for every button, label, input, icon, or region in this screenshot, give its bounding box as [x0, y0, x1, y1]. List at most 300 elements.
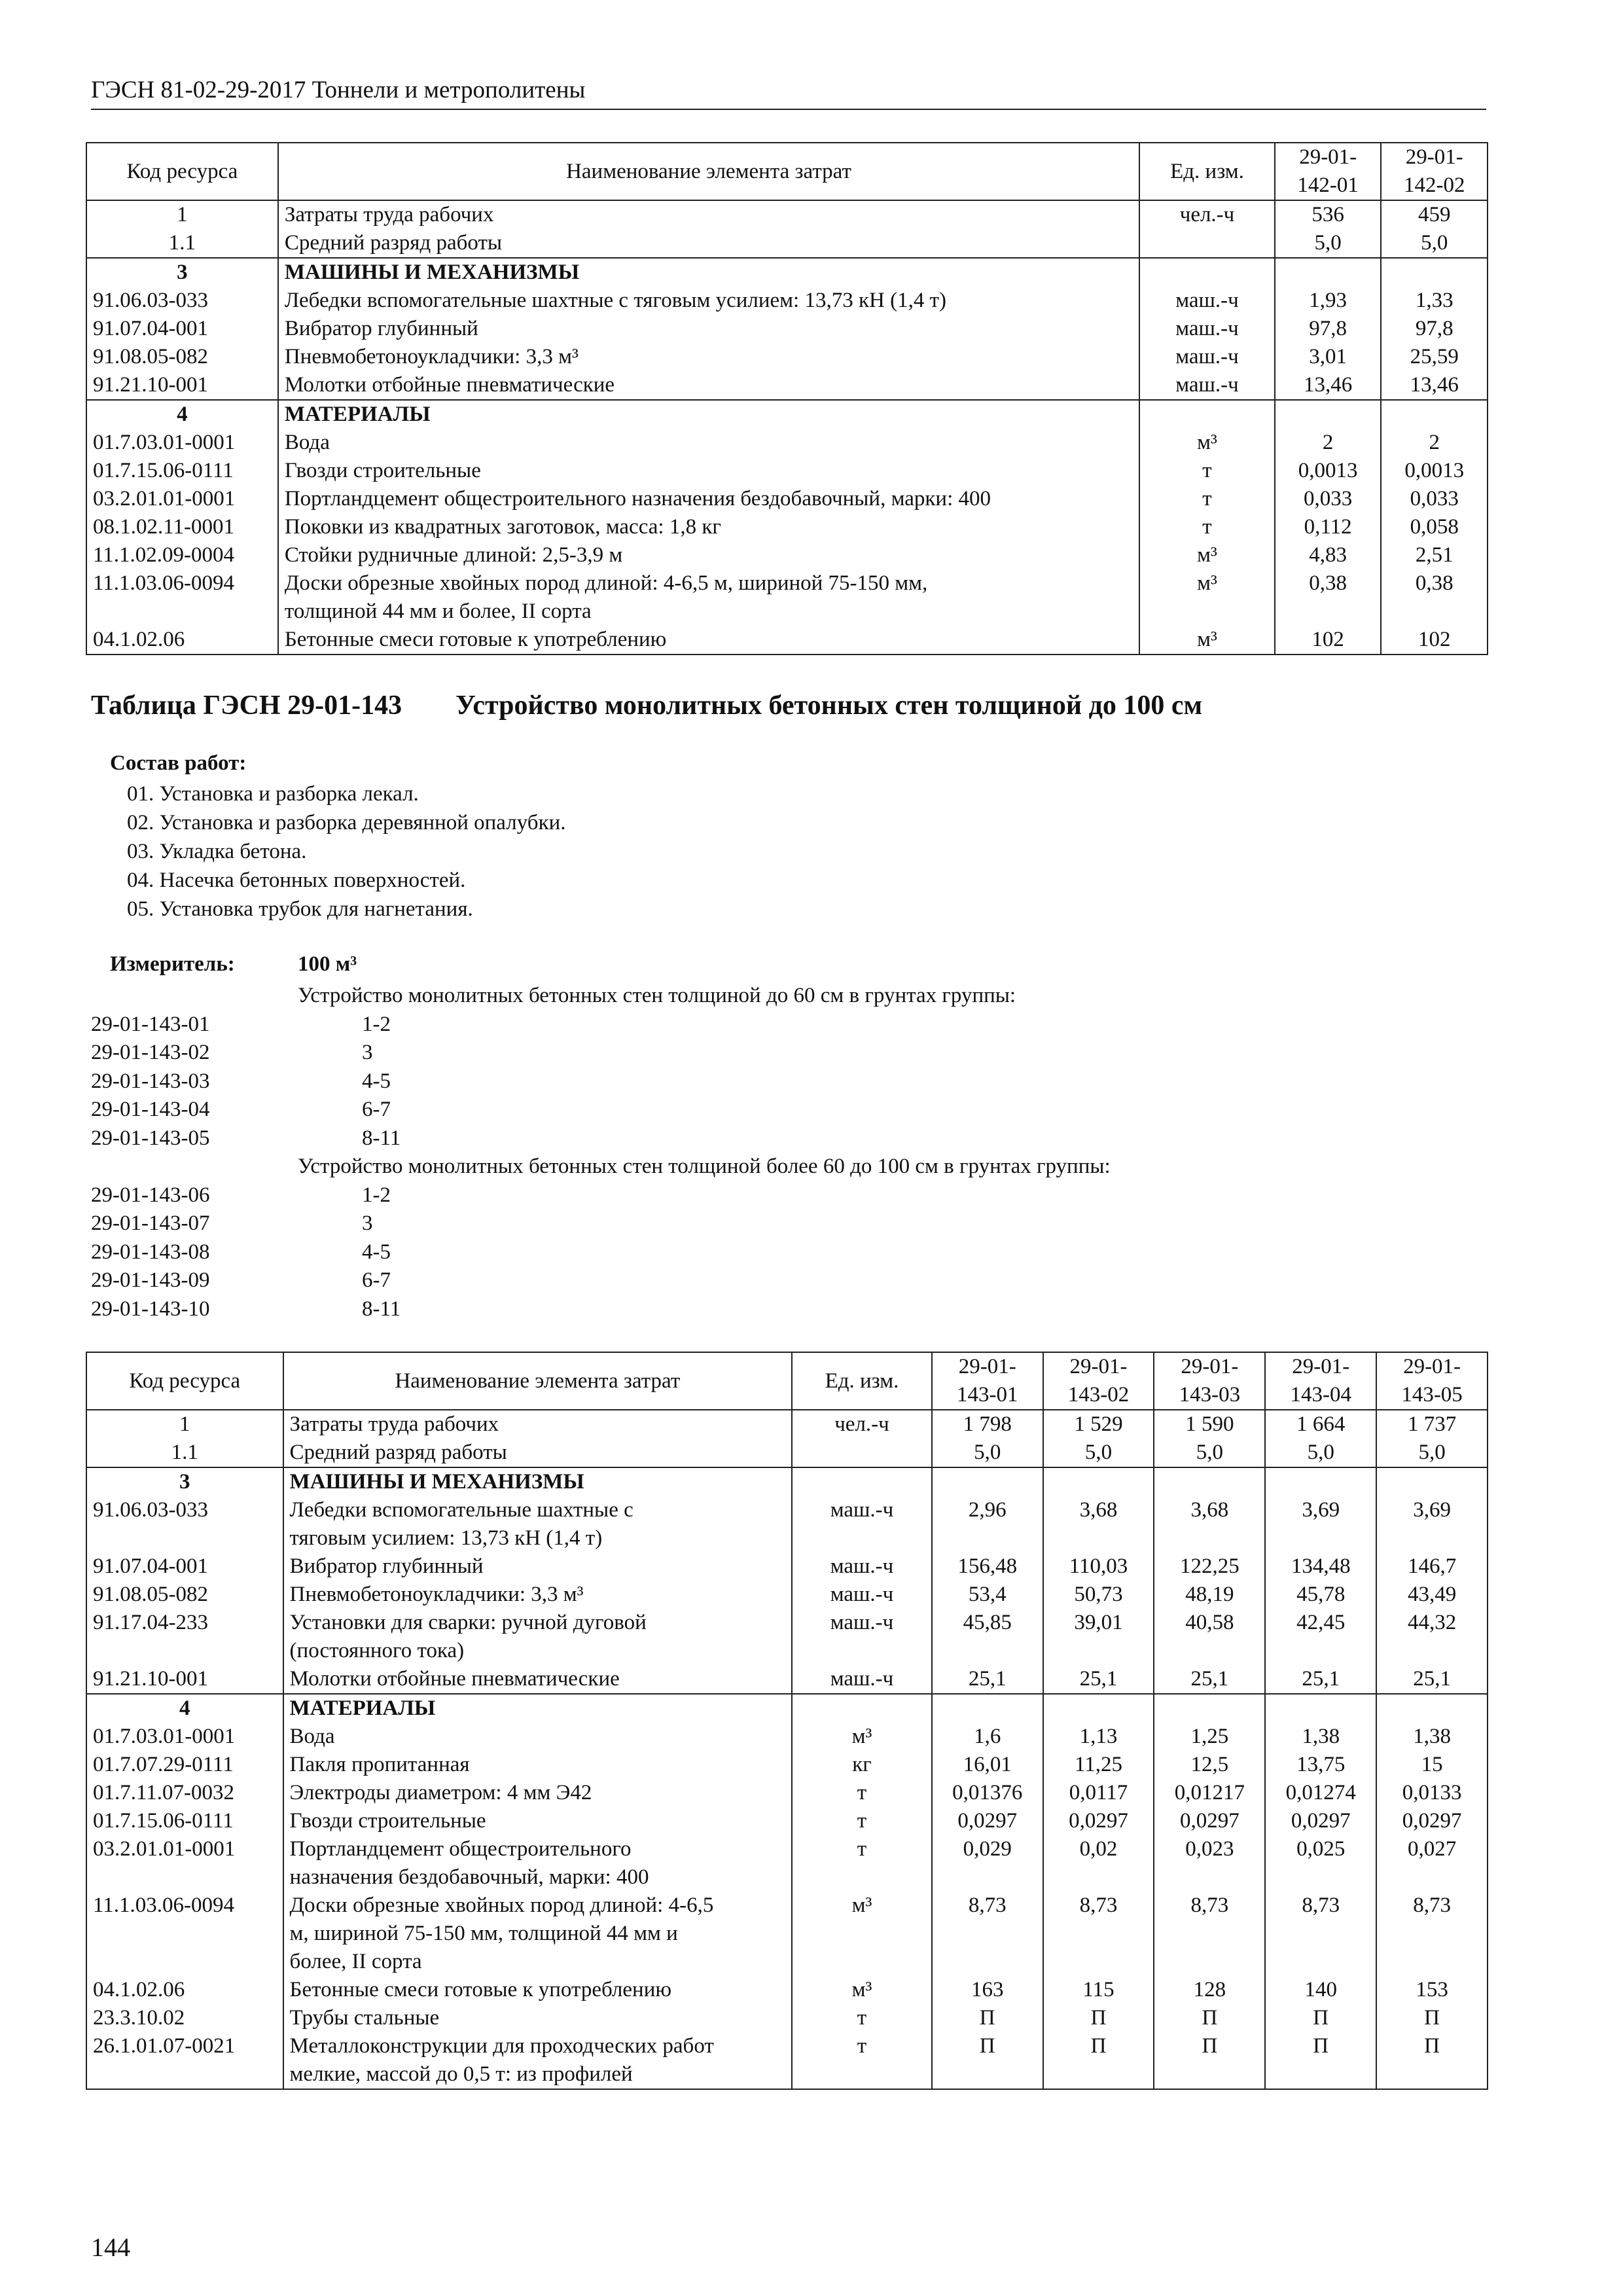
value-cell: 128: [1154, 1976, 1265, 2004]
value-cell: 25,1: [932, 1665, 1043, 1694]
value-cell: 0,027: [1376, 1835, 1488, 1892]
work-item: 04. Насечка бетонных поверхностей.: [127, 869, 466, 892]
unit-cell: т: [1139, 485, 1275, 513]
value-cell: [1376, 1467, 1488, 1496]
resource-name-cell: Доски обрезные хвойных пород длиной: 4-6,5 м, шириной 75-150 мм, толщиной 44 мм и более, II сорта: [283, 1892, 793, 1976]
column-header: 29-01- 142-01: [1275, 143, 1382, 200]
table-name: Устройство монолитных бетонных стен толщиной до 100 см: [455, 691, 1203, 721]
value-cell: 102: [1275, 626, 1382, 655]
value-cell: 42,45: [1265, 1609, 1376, 1665]
unit-cell: т: [792, 1779, 932, 1807]
resource-name-cell: Поковки из квадратных заготовок, масса: 1,8 кг: [278, 513, 1139, 541]
column-header: 29-01- 143-03: [1154, 1352, 1265, 1410]
value-cell: П: [1265, 2032, 1376, 2089]
unit-cell: кг: [792, 1751, 932, 1779]
table-row: [86, 1807, 1488, 1835]
resource-name-cell: Вибратор глубинный: [278, 315, 1139, 343]
value-cell: 0,023: [1154, 1835, 1265, 1892]
value-cell: П: [1043, 2004, 1154, 2032]
resource-name-cell: Доски обрезные хвойных пород длиной: 4-6,5 м, шириной 75-150 мм, толщиной 44 мм и более, II сорта: [278, 569, 1139, 626]
resource-code-cell: 11.1.03.06-0094: [86, 569, 278, 626]
unit-cell: маш.-ч: [1139, 287, 1275, 315]
value-cell: 25,1: [1265, 1665, 1376, 1694]
resource-table-143: [86, 1352, 1488, 2090]
meter-item: [91, 1238, 1465, 1267]
running-header: ГЭСН 81-02-29-2017 Тоннели и метрополитены: [91, 76, 1486, 110]
resource-name-cell: МАШИНЫ И МЕХАНИЗМЫ: [278, 258, 1139, 287]
value-cell: [1043, 1694, 1154, 1723]
value-cell: 0,0297: [1154, 1807, 1265, 1835]
table-row: [86, 1496, 1488, 1552]
table-row: [86, 1835, 1488, 1892]
unit-cell: м³: [1139, 541, 1275, 569]
table-row: [86, 1581, 1488, 1609]
table-row: [86, 2032, 1488, 2089]
value-cell: 0,033: [1275, 485, 1382, 513]
resource-code-cell: 01.7.07.29-0111: [86, 1751, 283, 1779]
row-group: [86, 400, 1488, 655]
table-row: [86, 287, 1488, 315]
table-row: [86, 513, 1488, 541]
resource-name-cell: Лебедки вспомогательные шахтные с тяговым усилием: 13,73 кН (1,4 т): [278, 287, 1139, 315]
table-row: [86, 1892, 1488, 1976]
value-cell: 16,01: [932, 1751, 1043, 1779]
meter-item-value: 1-2: [362, 1183, 391, 1207]
unit-cell: т: [792, 2004, 932, 2032]
unit-cell: маш.-ч: [1139, 371, 1275, 400]
value-cell: 0,01217: [1154, 1779, 1265, 1807]
value-cell: 43,49: [1376, 1581, 1488, 1609]
value-cell: [932, 1694, 1043, 1723]
table-row: [86, 1665, 1488, 1694]
unit-cell: [1139, 229, 1275, 258]
resource-name-cell: Пневмобетоноукладчики: 3,3 м³: [283, 1581, 793, 1609]
resource-code-cell: 91.17.04-233: [86, 1609, 283, 1665]
resource-name-cell: Пневмобетоноукладчики: 3,3 м³: [278, 343, 1139, 371]
value-cell: 0,0133: [1376, 1779, 1488, 1807]
value-cell: [932, 1467, 1043, 1496]
meter-item-code: 29-01-143-05: [91, 1126, 210, 1150]
resource-name-cell: Портландцемент общестроительного назначения бездобавочный, марки: 400: [278, 485, 1139, 513]
table-row: [86, 258, 1488, 287]
value-cell: 1 737: [1376, 1410, 1488, 1439]
column-header: Код ресурса: [86, 1352, 283, 1410]
value-cell: 0,0297: [1376, 1807, 1488, 1835]
resource-code-cell: 91.08.05-082: [86, 343, 278, 371]
unit-cell: м³: [792, 1723, 932, 1751]
unit-cell: т: [792, 1835, 932, 1892]
column-header: 29-01- 143-04: [1265, 1352, 1376, 1410]
resource-name-cell: Затраты труда рабочих: [278, 200, 1139, 229]
header-row: [86, 143, 1488, 200]
value-cell: [1265, 1467, 1376, 1496]
resource-code-cell: 01.7.03.01-0001: [86, 1723, 283, 1751]
value-cell: 8,73: [1265, 1892, 1376, 1976]
meter-item: [91, 1210, 1465, 1238]
meter-value: 100 м³: [298, 952, 357, 976]
meter-item-code: 29-01-143-07: [91, 1211, 210, 1235]
resource-name-cell: Пакля пропитанная: [283, 1751, 793, 1779]
value-cell: 1,6: [932, 1723, 1043, 1751]
unit-cell: маш.-ч: [792, 1665, 932, 1694]
table-row: [86, 229, 1488, 258]
table-row: [86, 1976, 1488, 2004]
unit-cell: чел.-ч: [792, 1410, 932, 1439]
value-cell: 8,73: [932, 1892, 1043, 1976]
value-cell: 140: [1265, 1976, 1376, 2004]
resource-name-cell: Стойки рудничные длиной: 2,5-3,9 м: [278, 541, 1139, 569]
resource-name-cell: Вода: [278, 429, 1139, 457]
value-cell: 50,73: [1043, 1581, 1154, 1609]
resource-code-cell: 91.21.10-001: [86, 371, 278, 400]
resource-table-142: [86, 142, 1488, 655]
resource-code-cell: 03.2.01.01-0001: [86, 1835, 283, 1892]
resource-name-cell: МАШИНЫ И МЕХАНИЗМЫ: [283, 1467, 793, 1496]
table-row: [86, 1410, 1488, 1439]
value-cell: 45,85: [932, 1609, 1043, 1665]
value-cell: 15: [1376, 1751, 1488, 1779]
value-cell: 459: [1381, 200, 1488, 229]
row-group: [86, 1694, 1488, 2089]
table-number: Таблица ГЭСН 29-01-143: [91, 691, 402, 721]
value-cell: 45,78: [1265, 1581, 1376, 1609]
table-row: [86, 400, 1488, 429]
value-cell: 1 664: [1265, 1410, 1376, 1439]
table-row: [86, 541, 1488, 569]
value-cell: 0,025: [1265, 1835, 1376, 1892]
resource-code-cell: 1: [86, 1410, 283, 1439]
value-cell: 134,48: [1265, 1552, 1376, 1581]
work-item: 02. Установка и разборка деревянной опалубки.: [127, 811, 566, 834]
unit-cell: т: [1139, 457, 1275, 485]
meter-item: [91, 1067, 1465, 1096]
value-cell: 8,73: [1376, 1892, 1488, 1976]
meter-item-value: 6-7: [362, 1268, 391, 1292]
table-row: [86, 1439, 1488, 1467]
value-cell: [1265, 1694, 1376, 1723]
resource-code-cell: 91.07.04-001: [86, 1552, 283, 1581]
column-header: Ед. изм.: [1139, 143, 1275, 200]
value-cell: 1,93: [1275, 287, 1382, 315]
unit-cell: т: [792, 1807, 932, 1835]
meter-item-code: 29-01-143-10: [91, 1297, 210, 1321]
meter-item: [91, 1181, 1465, 1210]
resource-code-cell: 01.7.03.01-0001: [86, 429, 278, 457]
unit-cell: т: [792, 2032, 932, 2089]
resource-name-cell: Бетонные смеси готовые к употреблению: [283, 1976, 793, 2004]
column-header: 29-01- 142-02: [1381, 143, 1488, 200]
value-cell: 5,0: [932, 1439, 1043, 1467]
value-cell: 3,01: [1275, 343, 1382, 371]
meter-item-value: 4-5: [362, 1069, 391, 1093]
meter-item: [91, 1096, 1465, 1124]
value-cell: 3,69: [1265, 1496, 1376, 1552]
unit-cell: [792, 1439, 932, 1467]
resource-code-cell: 1.1: [86, 1439, 283, 1467]
meter-group-heading: Устройство монолитных бетонных стен толщиной более 60 до 100 см в грунтах группы:: [298, 1155, 1111, 1178]
value-cell: 0,0297: [1043, 1807, 1154, 1835]
column-header: Код ресурса: [86, 143, 278, 200]
work-item: 01. Установка и разборка лекал.: [127, 782, 419, 806]
meter-item-code: 29-01-143-06: [91, 1183, 210, 1207]
table-row: [86, 485, 1488, 513]
resource-name-cell: Гвозди строительные: [283, 1807, 793, 1835]
value-cell: П: [1043, 2032, 1154, 2089]
value-cell: [1043, 1467, 1154, 1496]
value-cell: 0,0013: [1381, 457, 1488, 485]
value-cell: 1,33: [1381, 287, 1488, 315]
unit-cell: м³: [792, 1892, 932, 1976]
resource-name-cell: Трубы стальные: [283, 2004, 793, 2032]
resource-name-cell: Молотки отбойные пневматические: [278, 371, 1139, 400]
resource-code-cell: 08.1.02.11-0001: [86, 513, 278, 541]
value-cell: 3,68: [1043, 1496, 1154, 1552]
value-cell: [1376, 1694, 1488, 1723]
meter-item: [91, 1011, 1465, 1039]
value-cell: 13,46: [1381, 371, 1488, 400]
value-cell: 1 798: [932, 1410, 1043, 1439]
resource-name-cell: Средний разряд работы: [283, 1439, 793, 1467]
resource-code-cell: 11.1.03.06-0094: [86, 1892, 283, 1976]
value-cell: 0,38: [1381, 569, 1488, 626]
value-cell: 0,0297: [932, 1807, 1043, 1835]
unit-cell: т: [1139, 513, 1275, 541]
meter-item-value: 6-7: [362, 1098, 391, 1121]
resource-name-cell: Гвозди строительные: [278, 457, 1139, 485]
value-cell: 25,1: [1043, 1665, 1154, 1694]
resource-name-cell: Вибратор глубинный: [283, 1552, 793, 1581]
unit-cell: маш.-ч: [792, 1581, 932, 1609]
value-cell: 146,7: [1376, 1552, 1488, 1581]
unit-cell: маш.-ч: [1139, 343, 1275, 371]
value-cell: 5,0: [1275, 229, 1382, 258]
resource-name-cell: Лебедки вспомогательные шахтные с тяговым усилием: 13,73 кН (1,4 т): [283, 1496, 793, 1552]
meter-list: [91, 982, 1465, 1323]
unit-cell: м³: [792, 1976, 932, 2004]
unit-cell: [1139, 400, 1275, 429]
resource-name-cell: МАТЕРИАЛЫ: [278, 400, 1139, 429]
value-cell: 0,0013: [1275, 457, 1382, 485]
value-cell: П: [1376, 2004, 1488, 2032]
value-cell: 2: [1381, 429, 1488, 457]
value-cell: 1 590: [1154, 1410, 1265, 1439]
resource-code-cell: 91.06.03-033: [86, 1496, 283, 1552]
value-cell: 1,38: [1376, 1723, 1488, 1751]
meter-item-value: 8-11: [362, 1126, 401, 1150]
unit-cell: [1139, 258, 1275, 287]
table-row: [86, 429, 1488, 457]
value-cell: 5,0: [1376, 1439, 1488, 1467]
resource-code-cell: 1.1: [86, 229, 278, 258]
value-cell: [1381, 400, 1488, 429]
column-header: 29-01- 143-05: [1376, 1352, 1488, 1410]
resource-code-cell: 03.2.01.01-0001: [86, 485, 278, 513]
value-cell: 1 529: [1043, 1410, 1154, 1439]
value-cell: 3,68: [1154, 1496, 1265, 1552]
table-row: [86, 1779, 1488, 1807]
table-row: [86, 1694, 1488, 1723]
meter-item-code: 29-01-143-03: [91, 1069, 210, 1093]
resource-code-cell: 01.7.15.06-0111: [86, 457, 278, 485]
row-group: [86, 200, 1488, 258]
value-cell: 102: [1381, 626, 1488, 655]
value-cell: 0,0297: [1265, 1807, 1376, 1835]
meter-item-value: 3: [362, 1041, 373, 1064]
value-cell: 97,8: [1381, 315, 1488, 343]
work-item: 05. Установка трубок для нагнетания.: [127, 897, 473, 921]
value-cell: 25,59: [1381, 343, 1488, 371]
value-cell: 48,19: [1154, 1581, 1265, 1609]
value-cell: 39,01: [1043, 1609, 1154, 1665]
resource-code-cell: 04.1.02.06: [86, 626, 278, 655]
value-cell: 5,0: [1043, 1439, 1154, 1467]
work-composition-list: [127, 780, 566, 924]
value-cell: 0,01274: [1265, 1779, 1376, 1807]
value-cell: 0,02: [1043, 1835, 1154, 1892]
table-row: [86, 1609, 1488, 1665]
value-cell: 2,51: [1381, 541, 1488, 569]
meter-item-code: 29-01-143-08: [91, 1240, 210, 1264]
value-cell: [1154, 1467, 1265, 1496]
unit-cell: чел.-ч: [1139, 200, 1275, 229]
meter-item: [91, 1039, 1465, 1067]
resource-name-cell: Молотки отбойные пневматические: [283, 1665, 793, 1694]
header-row: [86, 1352, 1488, 1410]
resource-code-cell: 26.1.01.07-0021: [86, 2032, 283, 2089]
resource-name-cell: Затраты труда рабочих: [283, 1410, 793, 1439]
work-item: 03. Укладка бетона.: [127, 840, 307, 863]
table-row: [86, 1552, 1488, 1581]
value-cell: 13,75: [1265, 1751, 1376, 1779]
value-cell: 40,58: [1154, 1609, 1265, 1665]
unit-cell: маш.-ч: [1139, 315, 1275, 343]
meter-item-code: 29-01-143-02: [91, 1041, 210, 1064]
column-header: Наименование элемента затрат: [278, 143, 1139, 200]
unit-cell: маш.-ч: [792, 1496, 932, 1552]
value-cell: 8,73: [1154, 1892, 1265, 1976]
value-cell: 5,0: [1265, 1439, 1376, 1467]
value-cell: 0,112: [1275, 513, 1382, 541]
resource-name-cell: Металлоконструкции для проходческих работ мелкие, массой до 0,5 т: из профилей: [283, 2032, 793, 2089]
value-cell: 5,0: [1381, 229, 1488, 258]
table-row: [86, 343, 1488, 371]
resource-code-cell: 91.06.03-033: [86, 287, 278, 315]
table-row: [86, 2004, 1488, 2032]
resource-name-cell: Бетонные смеси готовые к употреблению: [278, 626, 1139, 655]
unit-cell: [792, 1467, 932, 1496]
value-cell: [1381, 258, 1488, 287]
resource-name-cell: Портландцемент общестроительного назначения бездобавочный, марки: 400: [283, 1835, 793, 1892]
value-cell: 3,69: [1376, 1496, 1488, 1552]
value-cell: [1154, 1694, 1265, 1723]
value-cell: 44,32: [1376, 1609, 1488, 1665]
value-cell: 13,46: [1275, 371, 1382, 400]
unit-cell: маш.-ч: [792, 1552, 932, 1581]
unit-cell: маш.-ч: [792, 1609, 932, 1665]
value-cell: 11,25: [1043, 1751, 1154, 1779]
meter-item-value: 4-5: [362, 1240, 391, 1264]
resource-code-cell: 3: [86, 1467, 283, 1496]
resource-code-cell: 3: [86, 258, 278, 287]
meter-item: [91, 1295, 1465, 1324]
meter-label: Измеритель:: [110, 952, 235, 976]
resource-name-cell: Средний разряд работы: [278, 229, 1139, 258]
column-header: 29-01- 143-01: [932, 1352, 1043, 1410]
value-cell: 122,25: [1154, 1552, 1265, 1581]
column-header: Ед. изм.: [792, 1352, 932, 1410]
value-cell: 4,83: [1275, 541, 1382, 569]
value-cell: 163: [932, 1976, 1043, 2004]
meter-item-code: 29-01-143-01: [91, 1012, 210, 1036]
value-cell: 0,033: [1381, 485, 1488, 513]
value-cell: 0,01376: [932, 1779, 1043, 1807]
value-cell: П: [932, 2032, 1043, 2089]
table-row: [86, 457, 1488, 485]
column-header: 29-01- 143-02: [1043, 1352, 1154, 1410]
resource-code-cell: 01.7.11.07-0032: [86, 1779, 283, 1807]
meter-item-value: 8-11: [362, 1297, 401, 1321]
value-cell: 0,38: [1275, 569, 1382, 626]
value-cell: 5,0: [1154, 1439, 1265, 1467]
value-cell: 1,25: [1154, 1723, 1265, 1751]
unit-cell: м³: [1139, 429, 1275, 457]
resource-code-cell: 4: [86, 1694, 283, 1723]
value-cell: 12,5: [1154, 1751, 1265, 1779]
meter-item: [91, 1124, 1465, 1153]
resource-code-cell: 04.1.02.06: [86, 1976, 283, 2004]
table-row: [86, 1467, 1488, 1496]
page-number: 144: [91, 2233, 130, 2262]
value-cell: [1275, 400, 1382, 429]
meter-item-code: 29-01-143-09: [91, 1268, 210, 1292]
resource-name-cell: Электроды диаметром: 4 мм Э42: [283, 1779, 793, 1807]
resource-name-cell: Установки для сварки: ручной дуговой (постоянного тока): [283, 1609, 793, 1665]
value-cell: П: [1265, 2004, 1376, 2032]
value-cell: 53,4: [932, 1581, 1043, 1609]
meter-item-code: 29-01-143-04: [91, 1098, 210, 1121]
resource-code-cell: 01.7.15.06-0111: [86, 1807, 283, 1835]
resource-code-cell: 1: [86, 200, 278, 229]
resource-code-cell: 91.08.05-082: [86, 1581, 283, 1609]
resource-code-cell: 91.21.10-001: [86, 1665, 283, 1694]
value-cell: 25,1: [1376, 1665, 1488, 1694]
resource-code-cell: 11.1.02.09-0004: [86, 541, 278, 569]
work-composition-label: Состав работ:: [110, 751, 247, 775]
resource-name-cell: Вода: [283, 1723, 793, 1751]
resource-name-cell: МАТЕРИАЛЫ: [283, 1694, 793, 1723]
value-cell: 153: [1376, 1976, 1488, 2004]
table-row: [86, 569, 1488, 626]
table-row: [86, 371, 1488, 400]
value-cell: 115: [1043, 1976, 1154, 2004]
value-cell: 8,73: [1043, 1892, 1154, 1976]
column-header: Наименование элемента затрат: [283, 1352, 793, 1410]
value-cell: 110,03: [1043, 1552, 1154, 1581]
value-cell: [1275, 258, 1382, 287]
value-cell: 1,13: [1043, 1723, 1154, 1751]
resource-code-cell: 4: [86, 400, 278, 429]
value-cell: 0,029: [932, 1835, 1043, 1892]
resource-code-cell: 91.07.04-001: [86, 315, 278, 343]
meter-item-value: 1-2: [362, 1012, 391, 1036]
value-cell: 1,38: [1265, 1723, 1376, 1751]
value-cell: 536: [1275, 200, 1382, 229]
value-cell: 2,96: [932, 1496, 1043, 1552]
value-cell: 97,8: [1275, 315, 1382, 343]
table-title: [91, 690, 1202, 721]
value-cell: 25,1: [1154, 1665, 1265, 1694]
unit-cell: [792, 1694, 932, 1723]
